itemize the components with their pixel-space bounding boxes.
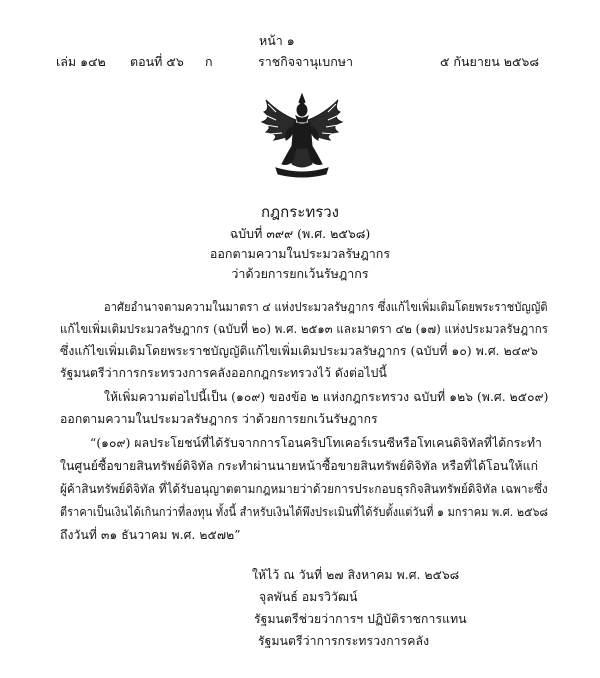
given-on-date: ให้ไว้ ณ วันที่ ๒๗ สิงหาคม พ.ศ. ๒๕๖๘ (252, 568, 460, 582)
page-number: หน้า ๑ (259, 33, 295, 48)
preamble-line: รัฐมนตรีว่าการกระทรวงการคลังออกกฎกระทรวงไว้ ดังต่อไปนี้ (60, 366, 387, 380)
document-subject: ว่าด้วยการยกเว้นรัษฎากร (231, 266, 369, 281)
gazette-date: ๕ กันยายน ๒๕๖๘ (440, 54, 540, 69)
issue: ตอนที่ ๕๖ (130, 54, 184, 69)
amendment-text-line: ตีราคาเป็นเงินได้เกินกว่าที่ลงทุน ทั้งนี้ สำหรับเงินได้พึงประเมินที่ได้รับตั้งแต่วันที่ ๑ มกราคม พ.ศ. ๒๕๖๘ (60, 505, 549, 519)
document-number: ฉบับที่ ๓๙๙ (พ.ศ. ๒๕๖๘) (229, 226, 371, 241)
issued-under: ออกตามความในประมวลรัษฎากร (209, 246, 391, 261)
amendment-text-line: “(๑๐๙) ผลประโยชน์ที่ได้รับจากการโอนคริปโทเคอร์เรนซีหรือโทเคนดิจิทัลที่ได้กระทำ (90, 436, 542, 450)
gazette-name: ราชกิจจานุเบกษา (258, 54, 354, 69)
preamble-line: ซึ่งแก้ไขเพิ่มเติมโดยพระราชบัญญัติแก้ไขเพิ่มเติมประมวลรัษฎากร (ฉบับที่ ๑๐) พ.ศ. ๒๔๙๖ (60, 344, 538, 358)
amendment-text-line: ผู้ค้าสินทรัพย์ดิจิทัล ที่ได้รับอนุญาตตามกฎหมายว่าด้วยการประกอบธุรกิจสินทรัพย์ดิจิทัล เฉพาะซึ่ง (60, 482, 548, 496)
volume: เล่ม ๑๔๒ (56, 54, 106, 69)
amendment-text-line: ถึงวันที่ ๓๑ ธันวาคม พ.ศ. ๒๕๗๒” (60, 528, 241, 542)
signatory-position: รัฐมนตรีช่วยว่าการฯ ปฏิบัติราชการแทน (254, 612, 467, 626)
document-title: กฎกระทรวง (260, 203, 340, 221)
preamble-line: อาศัยอำนาจตามความในมาตรา ๔ แห่งประมวลรัษฎากร ซึ่งแก้ไขเพิ่มเติมโดยพระราชบัญญัติ (104, 300, 548, 314)
amendment-intro-line: ให้เพิ่มความต่อไปนี้เป็น (๑๐๙) ของข้อ ๒ แห่งกฎกระทรวง ฉบับที่ ๑๒๖ (พ.ศ. ๒๕๐๙) (104, 390, 549, 404)
amendment-text-line: ในศูนย์ซื้อขายสินทรัพย์ดิจิทัล กระทำผ่านนายหน้าซื้อขายสินทรัพย์ดิจิทัล หรือที่ได้โอนให้แก่ (60, 459, 539, 473)
amendment-intro-line: ออกตามความในประมวลรัษฎากร ว่าด้วยการยกเว้นรัษฎากร (60, 412, 378, 426)
signatory-name: จุลพันธ์ อมรวิวัฒน์ (259, 590, 358, 604)
section: ก (205, 54, 213, 69)
signatory-position: รัฐมนตรีว่าการกระทรวงการคลัง (258, 634, 430, 648)
garuda-emblem-icon (256, 90, 348, 180)
preamble-line: แก้ไขเพิ่มเติมประมวลรัษฎากร (ฉบับที่ ๒๐) พ.ศ. ๒๕๑๓ และมาตรา ๔๒ (๑๗) แห่งประมวลรัษฎากร (60, 322, 548, 336)
